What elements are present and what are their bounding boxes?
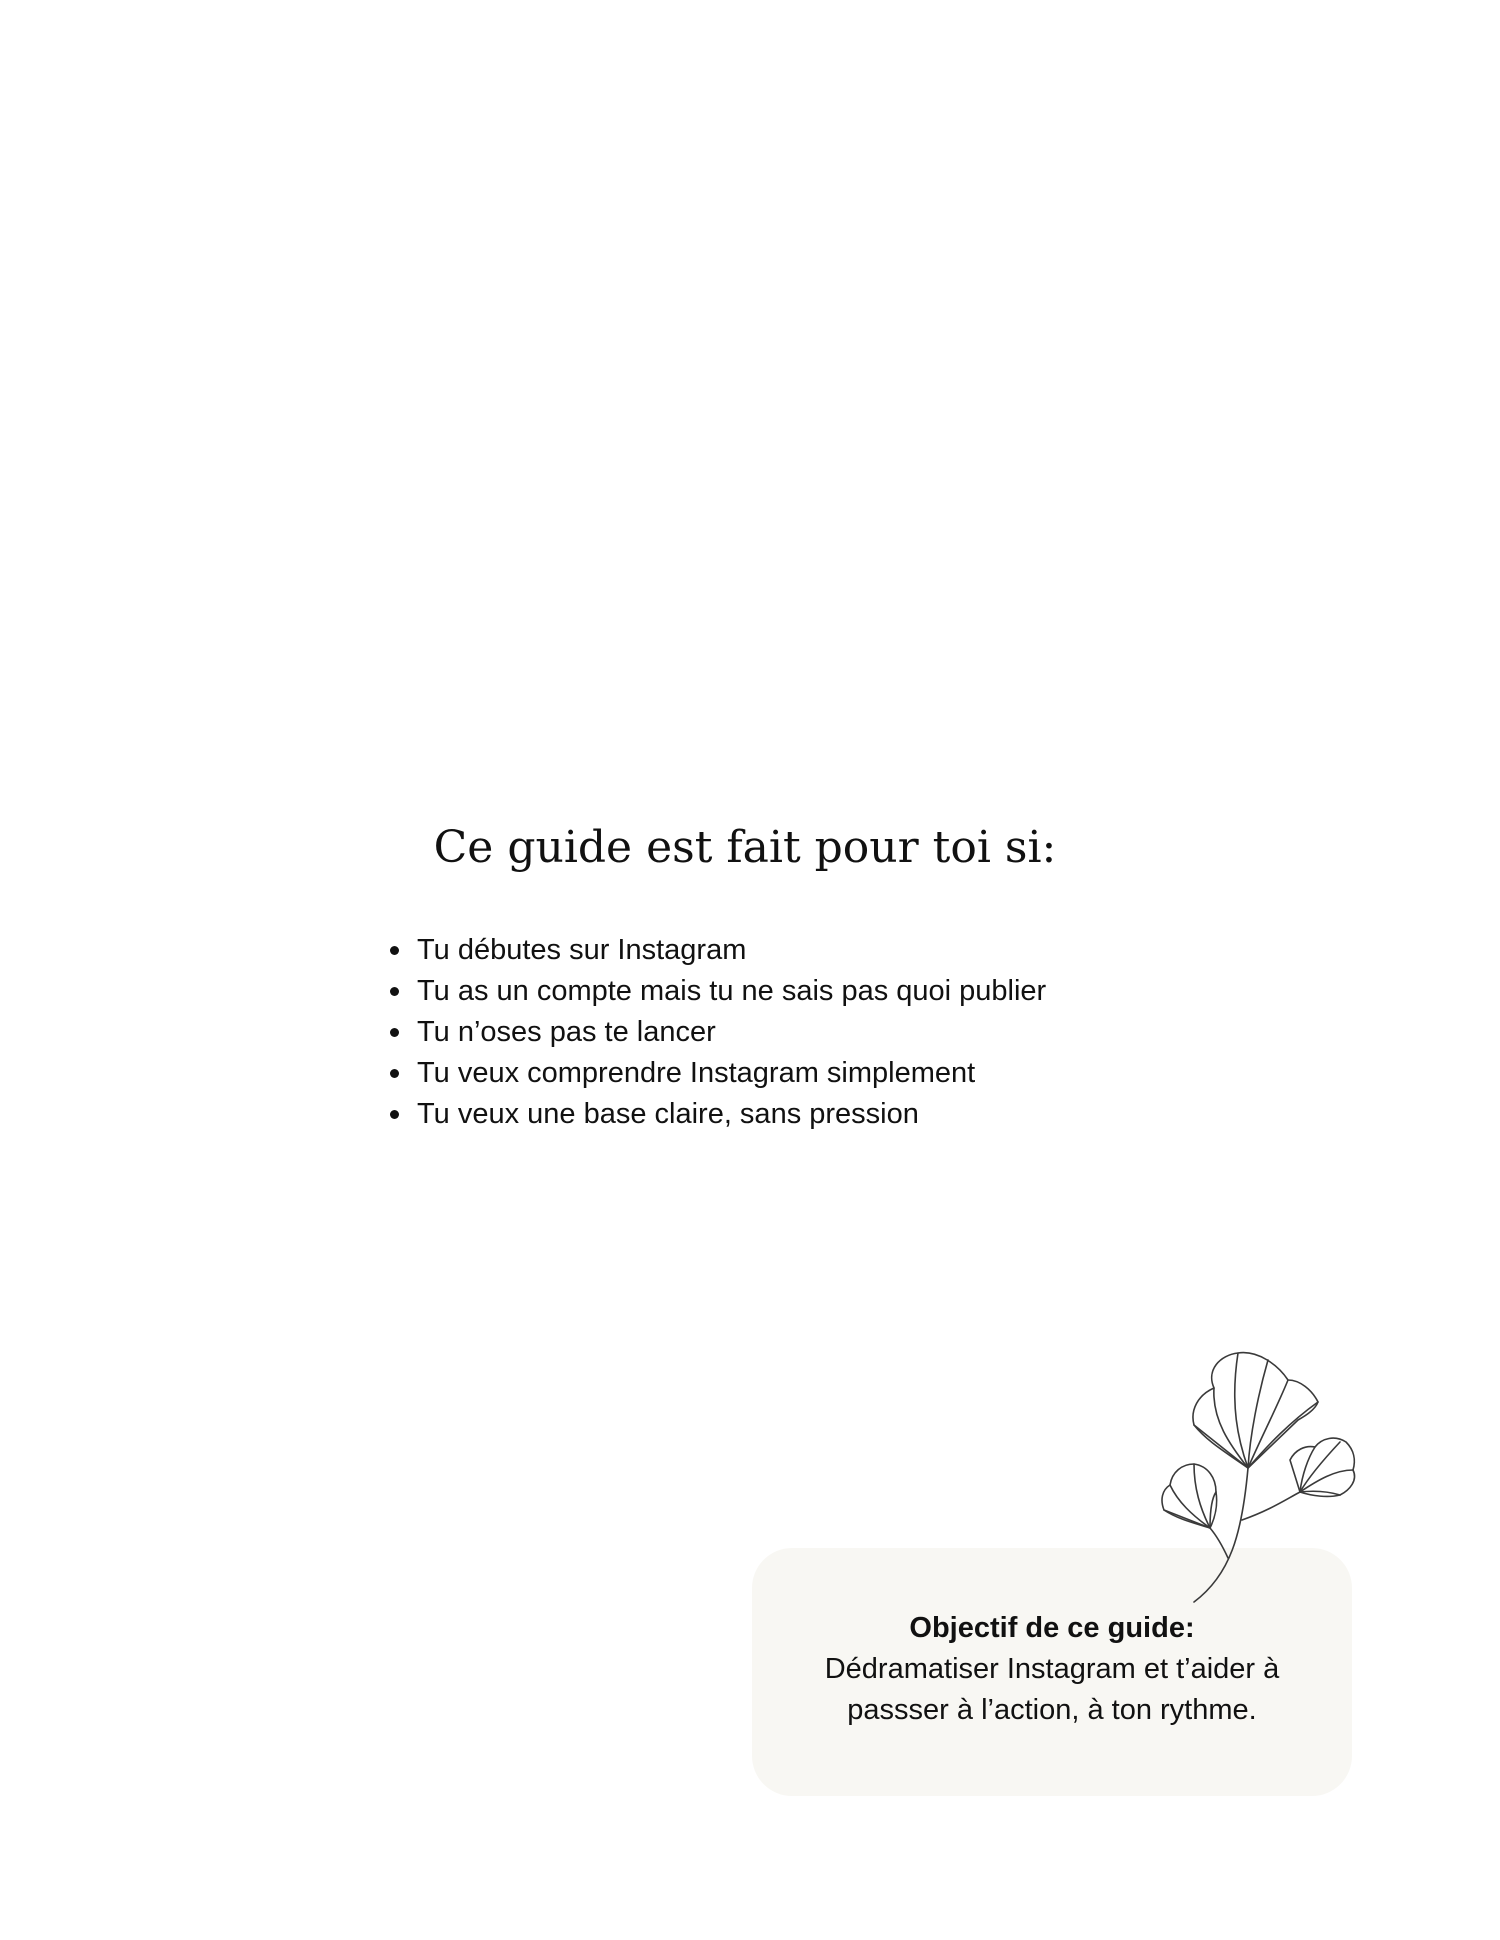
- list-item: [390, 1012, 1046, 1053]
- list-item-text: Tu veux une base claire, sans pression: [417, 1098, 919, 1130]
- bullet-icon: [390, 987, 399, 996]
- page-heading: Ce guide est fait pour toi si:: [433, 822, 1057, 873]
- bullet-icon: [390, 1069, 399, 1078]
- criteria-list: [390, 930, 1046, 1135]
- list-item: [390, 1094, 1046, 1135]
- bullet-icon: [390, 1028, 399, 1037]
- list-item: [390, 930, 1046, 971]
- list-item-text: Tu veux comprendre Instagram simplement: [417, 1057, 976, 1089]
- list-item-text: Tu n’oses pas te lancer: [417, 1016, 716, 1048]
- bullet-icon: [390, 946, 399, 955]
- list-item-text: Tu as un compte mais tu ne sais pas quoi publier: [417, 975, 1047, 1007]
- goal-title: Objectif de ce guide:: [909, 1612, 1195, 1644]
- list-item-text: Tu débutes sur Instagram: [417, 934, 747, 966]
- goal-text: [752, 1608, 1352, 1731]
- goal-body: Dédramatiser Instagram et t’aider à passser à l’action, à ton rythme.: [824, 1653, 1280, 1726]
- bullet-icon: [390, 1110, 399, 1119]
- ginkgo-leaves-icon: [1150, 1350, 1370, 1610]
- list-item: [390, 971, 1046, 1012]
- list-item: [390, 1053, 1046, 1094]
